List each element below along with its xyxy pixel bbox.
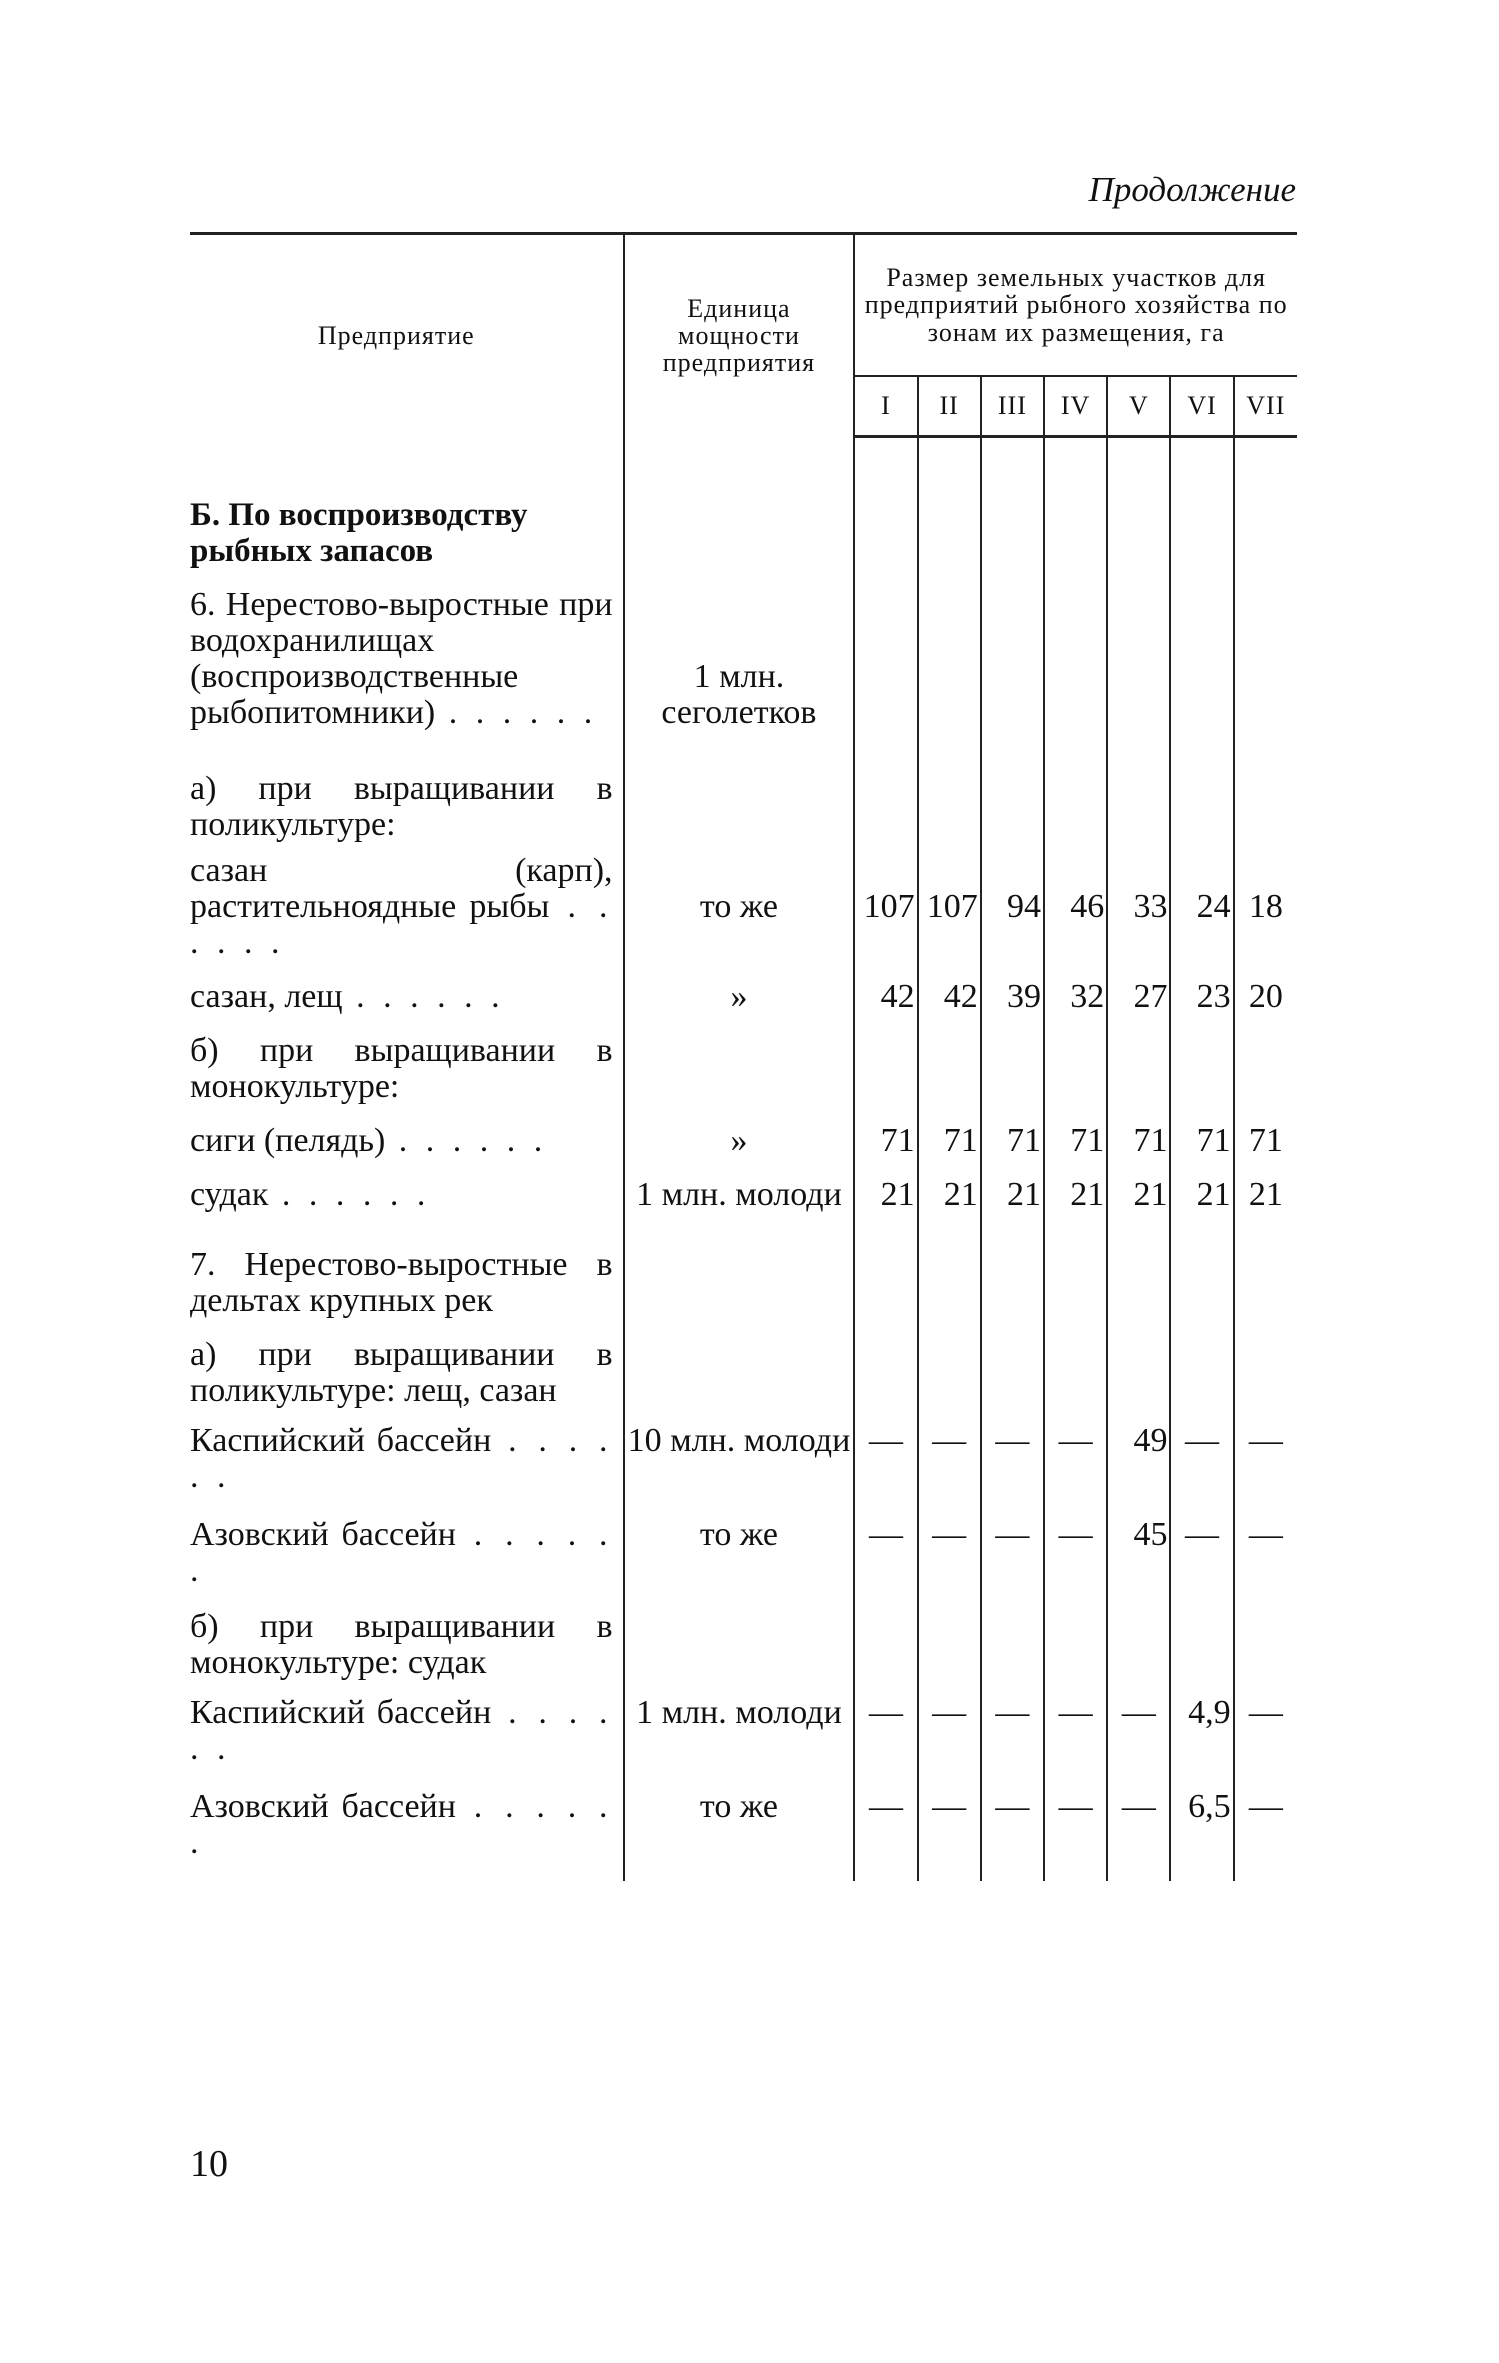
zone-value-cell: — [1107, 1681, 1170, 1767]
zone-value-cell: 71 [981, 1105, 1044, 1159]
dot-leader: . . . . . . [435, 693, 598, 731]
zone-value-cell [1170, 1319, 1233, 1409]
enterprise-label: а) при выращивании в поликультуре: [190, 769, 613, 843]
dot-leader: . . . . . . [385, 1121, 548, 1159]
continuation-label: Продолжение [1088, 170, 1296, 209]
zone-value-cell: 21 [1170, 1159, 1233, 1213]
table-row [190, 1681, 1297, 1767]
table-row [190, 1495, 1297, 1589]
zone-value-cell: 6,5 [1170, 1767, 1233, 1861]
table-row [190, 1589, 1297, 1681]
zone-header: IV [1044, 376, 1107, 437]
zone-value-cell: 107 [854, 843, 917, 961]
zone-value-cell [918, 731, 981, 843]
zone-value-cell [854, 569, 917, 731]
spacer-cell [1107, 1861, 1170, 1881]
zone-value-cell [1107, 1213, 1170, 1319]
zone-value-cell: 21 [918, 1159, 981, 1213]
zone-value-cell: — [1044, 1681, 1107, 1767]
unit-cell: то же [624, 1495, 855, 1589]
zone-value-cell: — [1234, 1681, 1297, 1767]
dot-leader: . . . . . . [190, 1787, 613, 1861]
enterprise-cell [190, 569, 624, 731]
zone-value-cell: 21 [854, 1159, 917, 1213]
dot-leader: . . . . . . [190, 1515, 613, 1589]
zone-value-cell [854, 1015, 917, 1105]
land-size-table [190, 232, 1297, 1881]
zone-cell [1107, 437, 1170, 569]
zone-value-cell [981, 1213, 1044, 1319]
zone-value-cell: 71 [1234, 1105, 1297, 1159]
zone-value-cell: 49 [1107, 1409, 1170, 1495]
enterprise-cell [190, 1495, 624, 1589]
zone-value-cell [1044, 1319, 1107, 1409]
zone-value-cell [1234, 1213, 1297, 1319]
spacer-cell [854, 1861, 917, 1881]
table-row [190, 1213, 1297, 1319]
enterprise-label: 6. Нерестово-выростные при водохранилищах (воспроизводственные рыбопитомники) [190, 585, 613, 731]
zone-value-cell: — [854, 1681, 917, 1767]
enterprise-cell [190, 1015, 624, 1105]
zone-cell [1170, 437, 1233, 569]
table-body [190, 437, 1297, 1881]
zone-value-cell [1107, 731, 1170, 843]
zone-value-cell [1044, 1589, 1107, 1681]
enterprise-label: Каспийский бассейн [190, 1693, 492, 1731]
spacer-cell [981, 1861, 1044, 1881]
zone-value-cell [1234, 1015, 1297, 1105]
table-row [190, 1319, 1297, 1409]
unit-cell: 1 млн. сеголетков [624, 569, 855, 731]
zone-value-cell: — [1044, 1409, 1107, 1495]
spacer-cell [1044, 1861, 1107, 1881]
dot-leader: . . . . . . [190, 887, 613, 961]
zone-value-cell [918, 1589, 981, 1681]
zone-value-cell: 21 [1044, 1159, 1107, 1213]
unit-cell: то же [624, 1767, 855, 1861]
zone-cell [918, 437, 981, 569]
zone-value-cell: — [918, 1767, 981, 1861]
zone-value-cell: 71 [918, 1105, 981, 1159]
enterprise-label: 7. Нерестово-выростные в дельтах крупных рек [190, 1245, 613, 1319]
zone-value-cell: — [854, 1767, 917, 1861]
zone-value-cell [1107, 1589, 1170, 1681]
zone-value-cell: 42 [918, 961, 981, 1015]
enterprise-label: Азовский бассейн [190, 1515, 456, 1553]
unit-column-header: Единица мощности предприятия [624, 234, 855, 437]
zone-value-cell: — [981, 1681, 1044, 1767]
zone-value-cell [918, 569, 981, 731]
enterprise-label: Каспийский бассейн [190, 1421, 492, 1459]
table-row [190, 1409, 1297, 1495]
zone-value-cell [1234, 1319, 1297, 1409]
table-row [190, 843, 1297, 961]
zone-cell [854, 437, 917, 569]
dot-leader: . . . . . . [268, 1175, 431, 1213]
zone-value-cell [1044, 1015, 1107, 1105]
zone-value-cell: 71 [1107, 1105, 1170, 1159]
spacer-cell [1170, 1861, 1233, 1881]
zone-header: II [918, 376, 981, 437]
zone-value-cell: — [1234, 1767, 1297, 1861]
table-row [190, 1015, 1297, 1105]
zone-value-cell [1044, 1213, 1107, 1319]
enterprise-cell [190, 731, 624, 843]
zone-value-cell [981, 1589, 1044, 1681]
zone-value-cell [981, 1015, 1044, 1105]
zone-value-cell [854, 1213, 917, 1319]
zone-cell [1044, 437, 1107, 569]
zone-value-cell: — [854, 1495, 917, 1589]
zone-value-cell [918, 1015, 981, 1105]
spacer-cell [918, 1861, 981, 1881]
zone-value-cell [854, 1319, 917, 1409]
zone-value-cell: — [1170, 1495, 1233, 1589]
section-heading: Б. По воспроизводству рыбных запасов [190, 496, 528, 569]
zone-value-cell: — [918, 1681, 981, 1767]
spacer-cell [1234, 1861, 1297, 1881]
unit-cell: 10 млн. молоди [624, 1409, 855, 1495]
zone-value-cell: 20 [1234, 961, 1297, 1015]
zone-value-cell: — [1107, 1767, 1170, 1861]
zone-value-cell [1170, 1213, 1233, 1319]
enterprise-cell [190, 1213, 624, 1319]
enterprise-label: сазан, лещ [190, 977, 343, 1015]
zone-header: III [981, 376, 1044, 437]
zone-value-cell: — [854, 1409, 917, 1495]
unit-cell: 1 млн. молоди [624, 1681, 855, 1767]
zone-value-cell: 21 [1234, 1159, 1297, 1213]
enterprise-cell [190, 1159, 624, 1213]
zone-value-cell [1234, 1589, 1297, 1681]
zone-value-cell [981, 569, 1044, 731]
unit-cell [624, 1319, 855, 1409]
zone-value-cell: — [918, 1409, 981, 1495]
zone-value-cell: 71 [854, 1105, 917, 1159]
enterprise-label: б) при выращивании в монокультуре: судак [190, 1607, 613, 1681]
zone-value-cell [1170, 1015, 1233, 1105]
enterprise-label: б) при выращивании в монокультуре: [190, 1031, 613, 1105]
unit-cell: » [624, 1105, 855, 1159]
zone-value-cell [918, 1213, 981, 1319]
land-size-column-header: Размер земельных участков для предприятий рыбного хозяйства по зонам их размещения, га [854, 234, 1297, 377]
enterprise-cell [190, 1409, 624, 1495]
table-header [190, 234, 1297, 437]
enterprise-cell [190, 1681, 624, 1767]
enterprise-cell [190, 1767, 624, 1861]
zone-value-cell [854, 731, 917, 843]
zone-value-cell: 71 [1044, 1105, 1107, 1159]
zone-value-cell: 107 [918, 843, 981, 961]
zone-value-cell: 27 [1107, 961, 1170, 1015]
enterprise-label: а) при выращивании в поликультуре: лещ, сазан [190, 1335, 613, 1409]
zone-value-cell: 45 [1107, 1495, 1170, 1589]
dot-leader: . . . . . . [190, 1693, 613, 1767]
table-row [190, 731, 1297, 843]
page-number: 10 [190, 2143, 228, 2185]
zone-value-cell: 21 [981, 1159, 1044, 1213]
zone-value-cell: — [1170, 1409, 1233, 1495]
unit-cell [624, 731, 855, 843]
zone-value-cell: 24 [1170, 843, 1233, 961]
table-row [190, 961, 1297, 1015]
zone-value-cell [1107, 1015, 1170, 1105]
zone-value-cell [1044, 731, 1107, 843]
zone-value-cell: — [918, 1495, 981, 1589]
zone-value-cell [1044, 569, 1107, 731]
zone-value-cell: 42 [854, 961, 917, 1015]
zone-header: VI [1170, 376, 1233, 437]
zone-value-cell [1234, 731, 1297, 843]
zone-value-cell: 94 [981, 843, 1044, 961]
zone-value-cell [1107, 1319, 1170, 1409]
zone-value-cell: 23 [1170, 961, 1233, 1015]
zone-cell [1234, 437, 1297, 569]
unit-cell: то же [624, 843, 855, 961]
enterprise-cell [190, 961, 624, 1015]
unit-cell [624, 1015, 855, 1105]
enterprise-cell [190, 1105, 624, 1159]
zone-value-cell [1170, 731, 1233, 843]
table-row [190, 1159, 1297, 1213]
zone-value-cell: 39 [981, 961, 1044, 1015]
zone-value-cell: 33 [1107, 843, 1170, 961]
enterprise-label: сазан (карп), растительноядные рыбы [190, 851, 613, 925]
zone-value-cell [918, 1319, 981, 1409]
spacer-cell [624, 1861, 855, 1881]
unit-cell: » [624, 961, 855, 1015]
spacer-cell [190, 1861, 624, 1881]
enterprise-label: судак [190, 1175, 269, 1213]
unit-cell [624, 1213, 855, 1319]
zone-value-cell: — [981, 1495, 1044, 1589]
zone-value-cell: — [1234, 1409, 1297, 1495]
table-row [190, 437, 1297, 569]
zone-value-cell: — [981, 1767, 1044, 1861]
enterprise-cell [190, 1319, 624, 1409]
zone-header: I [854, 376, 917, 437]
enterprise-label: Азовский бассейн [190, 1787, 456, 1825]
enterprise-cell [190, 1589, 624, 1681]
zone-value-cell [1170, 1589, 1233, 1681]
zone-value-cell: — [1044, 1767, 1107, 1861]
zone-value-cell: 18 [1234, 843, 1297, 961]
zone-value-cell: 4,9 [1170, 1681, 1233, 1767]
zone-value-cell [981, 731, 1044, 843]
zone-value-cell [854, 1589, 917, 1681]
zone-value-cell: — [1044, 1495, 1107, 1589]
zone-cell [981, 437, 1044, 569]
zone-value-cell [1107, 569, 1170, 731]
zone-header: VII [1234, 376, 1297, 437]
zone-value-cell: — [981, 1409, 1044, 1495]
table-row [190, 1861, 1297, 1881]
zone-value-cell: 71 [1170, 1105, 1233, 1159]
table-row [190, 569, 1297, 731]
enterprise-cell [190, 843, 624, 961]
unit-cell: 1 млн. молоди [624, 1159, 855, 1213]
zone-header: V [1107, 376, 1170, 437]
enterprise-column-header: Предприятие [190, 234, 624, 437]
dot-leader: . . . . . . [190, 1421, 613, 1495]
unit-cell [624, 437, 855, 569]
zone-value-cell [1234, 569, 1297, 731]
zone-value-cell: 21 [1107, 1159, 1170, 1213]
table-row [190, 1767, 1297, 1861]
zone-value-cell: 46 [1044, 843, 1107, 961]
table-row [190, 1105, 1297, 1159]
unit-cell [624, 1589, 855, 1681]
zone-value-cell [981, 1319, 1044, 1409]
enterprise-label: сиги (пелядь) [190, 1121, 386, 1159]
zone-value-cell: — [1234, 1495, 1297, 1589]
dot-leader: . . . . . . [342, 977, 505, 1015]
zone-value-cell: 32 [1044, 961, 1107, 1015]
zone-value-cell [1170, 569, 1233, 731]
